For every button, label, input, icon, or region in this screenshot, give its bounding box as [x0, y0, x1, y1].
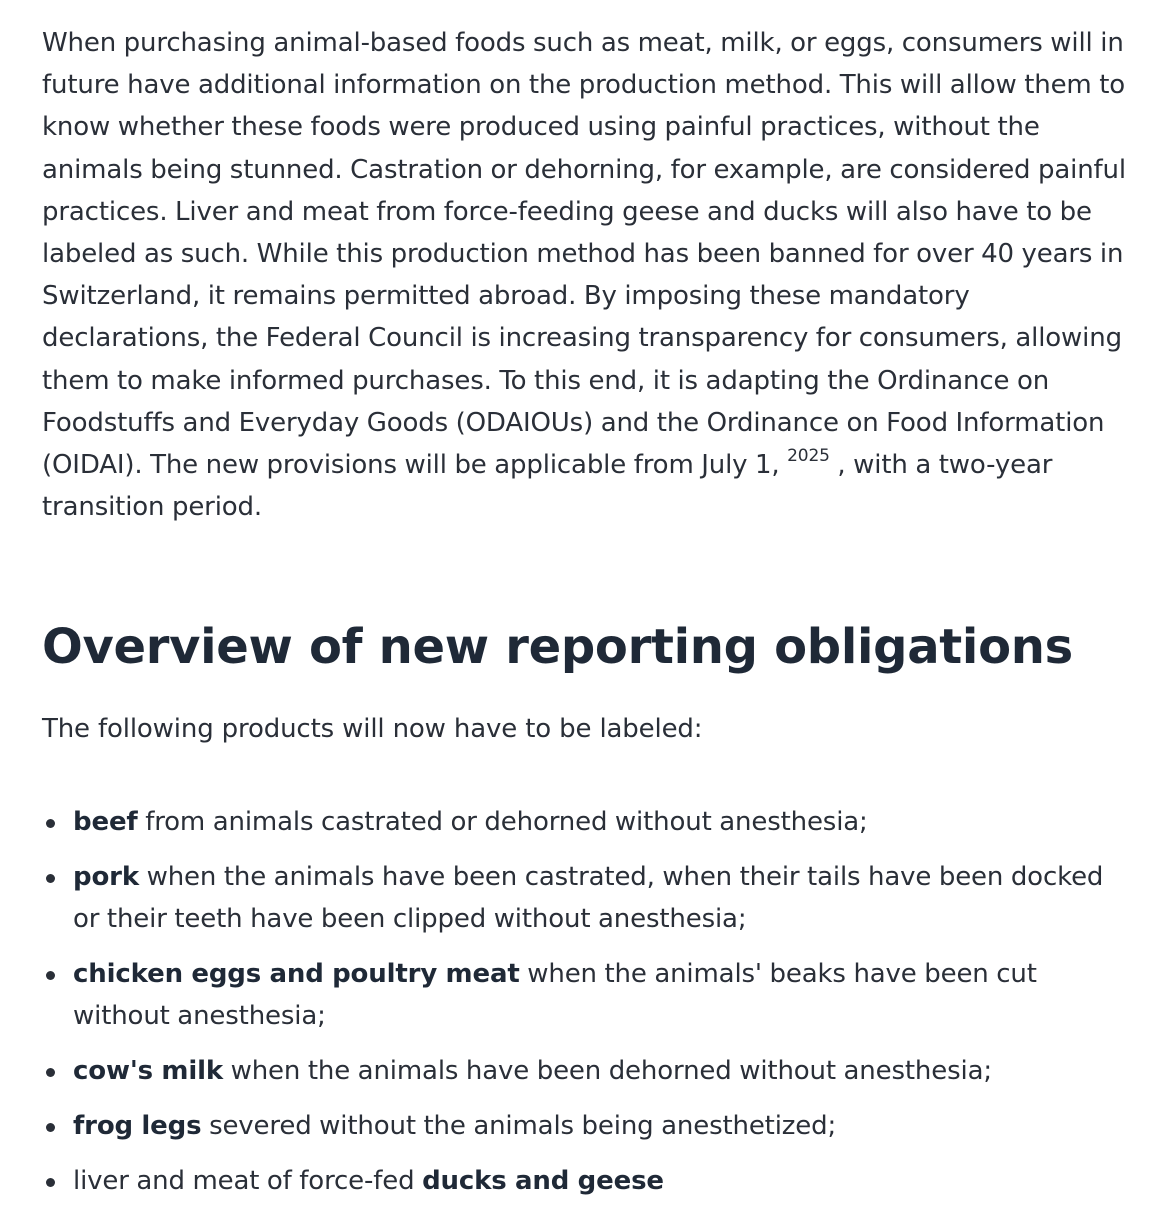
list-item-pork: [42, 856, 1132, 940]
list-item-ducks-geese: [42, 1160, 1132, 1202]
item-text: severed without the animals being anesthetized;: [201, 1111, 837, 1141]
list-item-eggs-poultry: [42, 953, 1132, 1037]
item-text: when the animals have been dehorned without anesthesia;: [223, 1056, 992, 1086]
item-bold: beef: [73, 807, 138, 837]
item-text: when the animals' beaks have been cut without anesthesia;: [73, 959, 1037, 1031]
list-item-frog-legs: [42, 1105, 1132, 1147]
bullet-icon: [46, 1068, 55, 1077]
item-bold: pork: [73, 862, 139, 892]
item-bold: cow's milk: [73, 1056, 223, 1086]
item-text: from animals castrated or dehorned without anesthesia;: [137, 807, 868, 837]
intro-text-end: , with a two-year transition period.: [42, 450, 1053, 523]
intro-text: When purchasing animal-based foods such as meat, milk, or eggs, consumers will in future have additional information on the production method. This will allow them to know whether these foods were produced using painful practices, without the animals being stunned. Castration or dehorning, for example, are considered painful practices. Liver and meat from force-feeding geese and ducks will also have to be labeled as such. While this production method has been banned for over 40 years in Switzerland, it remains permitted abroad. By imposing these mandatory declarations, the Federal Council is increasing transparency for consumers, allowing them to make informed purchases. To this end, it is adapting the Ordinance on Foodstuffs and Everyday Goods (ODAIOUs) and the Ordinance on Food Information (OIDAI). The new provisions will be applicable from July 1,: [42, 28, 1126, 481]
list-item-milk: [42, 1050, 1132, 1092]
item-text: when the animals have been castrated, when their tails have been docked or their teeth have been clipped without anesthesia;: [73, 862, 1104, 934]
item-text: liver and meat of force-fed: [73, 1166, 423, 1196]
bullet-icon: [46, 1123, 55, 1132]
bullet-icon: [46, 1178, 55, 1187]
list-item-beef: [42, 801, 1132, 843]
obligations-list: [42, 801, 1132, 1215]
section-heading: Overview of new reporting obligations: [42, 619, 1073, 675]
item-bold: chicken eggs and poultry meat: [73, 959, 520, 989]
item-bold: ducks and geese: [422, 1166, 664, 1196]
list-lead: The following products will now have to be labeled:: [42, 714, 703, 744]
bullet-icon: [46, 971, 55, 980]
bullet-icon: [46, 819, 55, 828]
intro-paragraph: [42, 22, 1132, 528]
item-bold: frog legs: [73, 1111, 202, 1141]
article-body: [42, 22, 1132, 1196]
bullet-icon: [46, 874, 55, 883]
year-superscript: 2025: [787, 446, 830, 467]
